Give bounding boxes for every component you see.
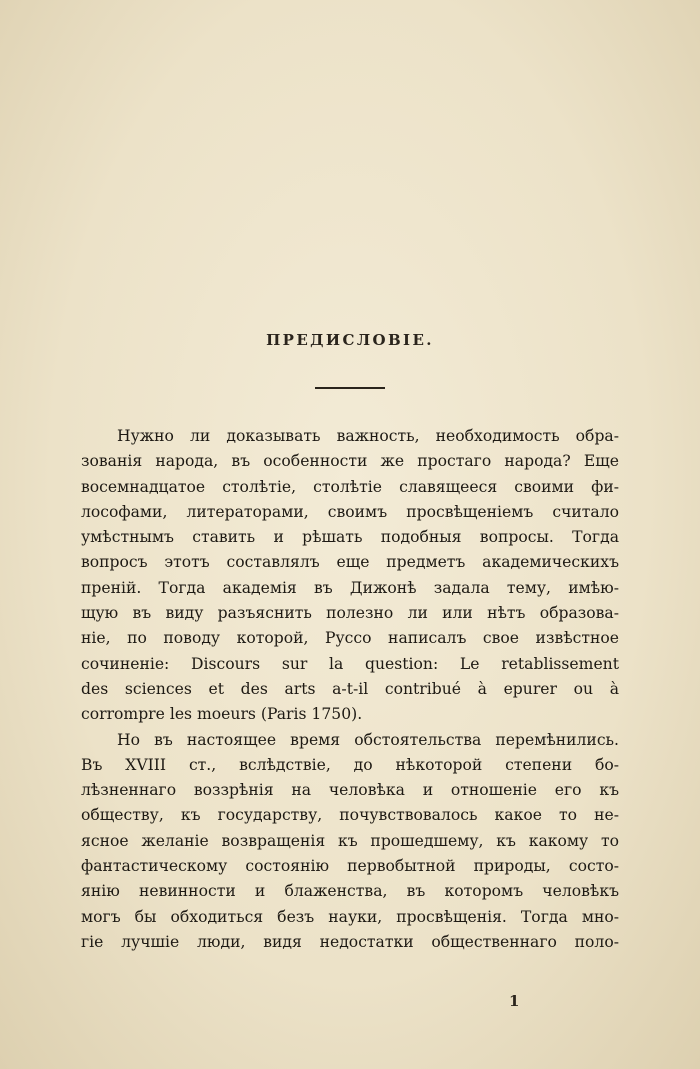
text-line: ніе, по поводу которой, Руссо написалъ свое извѣстное — [81, 629, 619, 648]
text-line: сочиненіе: Discours sur la question: Le retablissement — [81, 654, 619, 673]
page-number: 1 — [509, 992, 520, 1010]
text-line: янію невинности и блаженства, въ которомъ человѣкъ — [81, 882, 619, 901]
text-line: обществу, къ государству, почувствовалось какое то не- — [81, 806, 619, 825]
text-line: восемнадцатое столѣтіе, столѣтіе славящееся своими фи- — [81, 477, 619, 496]
text-line: Въ XVIII ст., вслѣдствіе, до нѣкоторой степени бо- — [81, 755, 619, 774]
text-line: щую въ виду разъяснить полезно ли или нѣтъ образова- — [81, 604, 619, 623]
paragraph — [81, 728, 619, 956]
text-line: преній. Тогда академія въ Дижонѣ задала тему, имѣю- — [81, 578, 619, 597]
text-line: гіе лучшіе люди, видя недостатки общественнаго поло- — [81, 932, 619, 951]
text-line: умѣстнымъ ставить и рѣшать подобныя вопросы. Тогда — [81, 528, 619, 547]
title-divider — [315, 387, 385, 389]
page-title: ПРЕДИСЛОВІЕ. — [266, 331, 434, 349]
text-line: ясное желаніе возвращенія къ прошедшему, къ какому то — [81, 831, 619, 850]
text-line: фантастическому состоянію первобытной природы, состо- — [81, 857, 619, 876]
text-line: могъ бы обходиться безъ науки, просвѣщенія. Тогда мно- — [81, 907, 619, 926]
text-line: лѣзненнаго воззрѣнія на человѣка и отношеніе его къ — [81, 781, 619, 800]
text-line: Нужно ли доказывать важность, необходимость обра- — [117, 427, 619, 445]
text-line: зованія народа, въ особенности же простаго народа? Еще — [81, 452, 619, 471]
text-line: лософами, литераторами, своимъ просвѣщеніемъ считало — [81, 502, 619, 521]
body-text — [81, 424, 619, 955]
text-line: des sciences et des arts a-t-il contribué à epurer ou à — [81, 679, 619, 698]
text-line: вопросъ этотъ составлялъ еще предметъ академическихъ — [81, 553, 619, 572]
text-line: Но въ настоящее время обстоятельства перемѣнились. — [117, 730, 619, 749]
paragraph — [81, 424, 619, 728]
text-line: corrompre les moeurs (Paris 1750). — [81, 705, 363, 724]
